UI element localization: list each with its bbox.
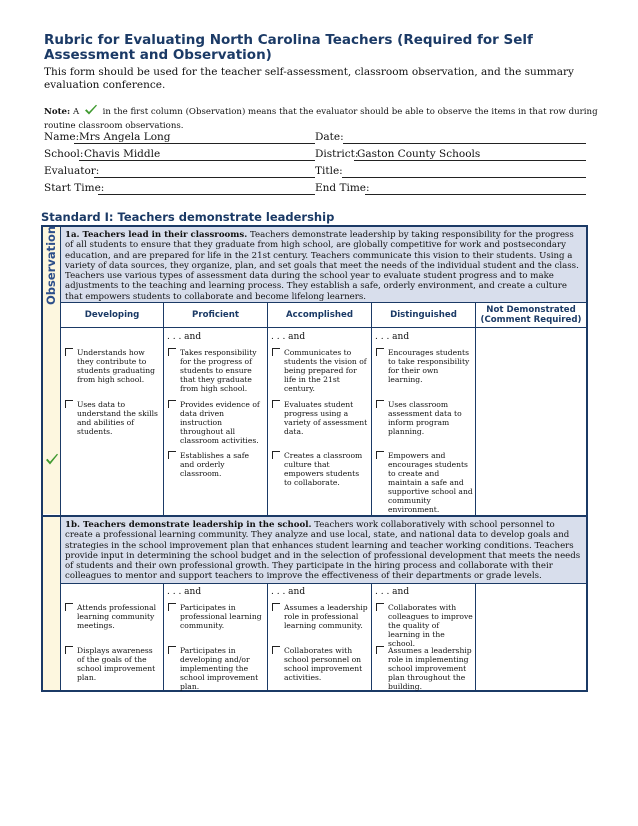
standard-title: Standard I: Teachers demonstrate leadership	[41, 210, 335, 224]
checkbox-item[interactable]: Encourages students to take responsibility for their own learning.	[374, 348, 473, 384]
section-1a-description	[61, 227, 586, 302]
checkbox-icon[interactable]	[272, 348, 280, 356]
and-label: . . . and	[271, 332, 306, 342]
and-label: . . . and	[375, 587, 410, 597]
intro-text: This form should be used for the teacher self-assessment, classroom observation, and the summary evaluation conference.	[44, 66, 574, 91]
checkbox-icon[interactable]	[376, 603, 384, 611]
start-time-label: Start Time:	[44, 182, 105, 194]
column-header-not-demonstrated: Not Demonstrated (Comment Required)	[480, 305, 582, 325]
column-header-distinguished: Distinguished	[390, 310, 457, 320]
checkbox-item[interactable]: Establishes a safe and orderly classroom.	[166, 451, 265, 478]
checkbox-icon[interactable]	[272, 646, 280, 654]
and-label: . . . and	[167, 332, 202, 342]
checkbox-item[interactable]: Empowers and encourages students to create and maintain a safe and supportive school and community environment.	[374, 451, 473, 514]
checkbox-item[interactable]: Creates a classroom culture that empowers students to collaborate.	[270, 451, 369, 487]
checkbox-item[interactable]: Attends professional learning community meetings.	[63, 603, 161, 630]
checkbox-item[interactable]: Assumes a leadership role in implementing school improvement plan throughout the building.	[374, 646, 473, 691]
name-field[interactable]	[44, 130, 315, 144]
checkbox-item[interactable]: Provides evidence of data driven instruction throughout all classroom activities.	[166, 400, 265, 445]
and-label: . . . and	[167, 587, 202, 597]
column-header-accomplished: Accomplished	[286, 310, 353, 320]
check-icon	[84, 104, 98, 120]
section-1b-description	[61, 517, 586, 583]
checkbox-item[interactable]: Displays awareness of the goals of the school improvement plan.	[63, 646, 161, 682]
checkbox-item[interactable]: Takes responsibility for the progress of students to ensure that they graduate from high school.	[166, 348, 265, 393]
checkbox-item[interactable]: Communicates to students the vision of being prepared for life in the 21st century.	[270, 348, 369, 393]
page-title: Rubric for Evaluating North Carolina Teachers (Required for Self Assessment and Observation)	[44, 32, 533, 63]
checkbox-icon[interactable]	[65, 348, 73, 356]
checkbox-item[interactable]: Understands how they contribute to students graduating from high school.	[63, 348, 161, 384]
note-prefix: A	[72, 107, 80, 117]
checkbox-item[interactable]: Evaluates student progress using a variety of assessment data.	[270, 400, 369, 436]
district-field[interactable]	[315, 147, 586, 161]
checkbox-icon[interactable]	[168, 400, 176, 408]
checkbox-item[interactable]: Assumes a leadership role in professional learning community.	[270, 603, 369, 630]
checkbox-icon[interactable]	[168, 603, 176, 611]
school-label: School:	[44, 148, 84, 160]
checkbox-icon[interactable]	[168, 451, 176, 459]
checkbox-icon[interactable]	[272, 451, 280, 459]
checkbox-icon[interactable]	[376, 451, 384, 459]
checkbox-icon[interactable]	[65, 603, 73, 611]
checkbox-item[interactable]: Participates in professional learning community.	[166, 603, 265, 630]
evaluator-label: Evaluator:	[44, 165, 100, 177]
column-header-proficient: Proficient	[192, 310, 239, 320]
checkbox-item[interactable]: Uses classroom assessment data to inform program planning.	[374, 400, 473, 436]
section-1b-heading: 1b. Teachers demonstrate leadership in the school.	[65, 520, 312, 530]
title-field[interactable]	[315, 164, 586, 178]
checkbox-icon[interactable]	[376, 348, 384, 356]
checkbox-icon[interactable]	[65, 646, 73, 654]
checkbox-item[interactable]: Participates in developing and/or implementing the school improvement plan.	[166, 646, 265, 691]
section-1b-text: Teachers work collaboratively with school personnel to create a professional learning community. They analyze and use local, state, and national data to develop goals and strategies in the school improvement plan that enhances student learning and teacher working conditions. Teachers provide input in determining the school budget and in the selection of professional development that meets the needs of students and their own professional growth. They participate in the hiring process and collaborate with their colleagues to mentor and support teachers to improve the effectiveness of their departments or grade levels.	[65, 520, 581, 582]
column-header-developing: Developing	[84, 310, 140, 320]
district-value: Gaston County Schools	[357, 148, 481, 160]
checkbox-icon[interactable]	[65, 400, 73, 408]
name-label: Name:	[44, 131, 80, 143]
date-label: Date:	[315, 131, 344, 143]
date-field[interactable]	[315, 130, 586, 144]
note-label: Note:	[44, 107, 71, 117]
and-label: . . . and	[375, 332, 410, 342]
note-text	[44, 104, 604, 132]
note-suffix: in the first column (Observation) means that the evaluator should be able to observe the items in that row during routine classroom observations.	[44, 107, 598, 131]
start-time-field[interactable]	[44, 181, 315, 195]
checkbox-item[interactable]: Collaborates with school personnel on school improvement activities.	[270, 646, 369, 682]
and-label: . . . and	[271, 587, 306, 597]
school-field[interactable]	[44, 147, 315, 161]
district-label: District:	[315, 148, 359, 160]
section-1a-text: Teachers demonstrate leadership by taking responsibility for the progress of all students to ensure that they graduate from high school, are globally competitive for work and postsecondary education, and are prepared for life in the 21st century. Teachers communicate this vision to their students. Using a variety of data sources, they organize, plan, and set goals that meet the needs of the individual student and the class. Teachers use various types of assessment data during the school year to evaluate student progress and to make adjustments to the teaching and learning process. They establish a safe, orderly environment, and create a culture that empowers students to collaborate and become lifelong learners.	[65, 230, 579, 302]
school-value: Chavis Middle	[84, 148, 161, 160]
title-label: Title:	[315, 165, 343, 177]
end-time-label: End Time:	[315, 182, 370, 194]
check-icon	[45, 451, 59, 470]
checkbox-item[interactable]: Uses data to understand the skills and abilities of students.	[63, 400, 161, 436]
checkbox-icon[interactable]	[272, 400, 280, 408]
end-time-field[interactable]	[315, 181, 586, 195]
observation-sidebar-1b	[43, 517, 60, 690]
checkbox-icon[interactable]	[272, 603, 280, 611]
observation-label: Observation	[44, 225, 58, 305]
section-1a-heading: 1a. Teachers lead in their classrooms.	[65, 230, 248, 240]
checkbox-icon[interactable]	[376, 400, 384, 408]
evaluator-field[interactable]	[44, 164, 315, 178]
checkbox-icon[interactable]	[168, 646, 176, 654]
name-value: Mrs Angela Long	[79, 131, 171, 143]
checkbox-icon[interactable]	[168, 348, 176, 356]
checkbox-item[interactable]: Collaborates with colleagues to improve the quality of learning in the school.	[374, 603, 473, 648]
checkbox-icon[interactable]	[376, 646, 384, 654]
